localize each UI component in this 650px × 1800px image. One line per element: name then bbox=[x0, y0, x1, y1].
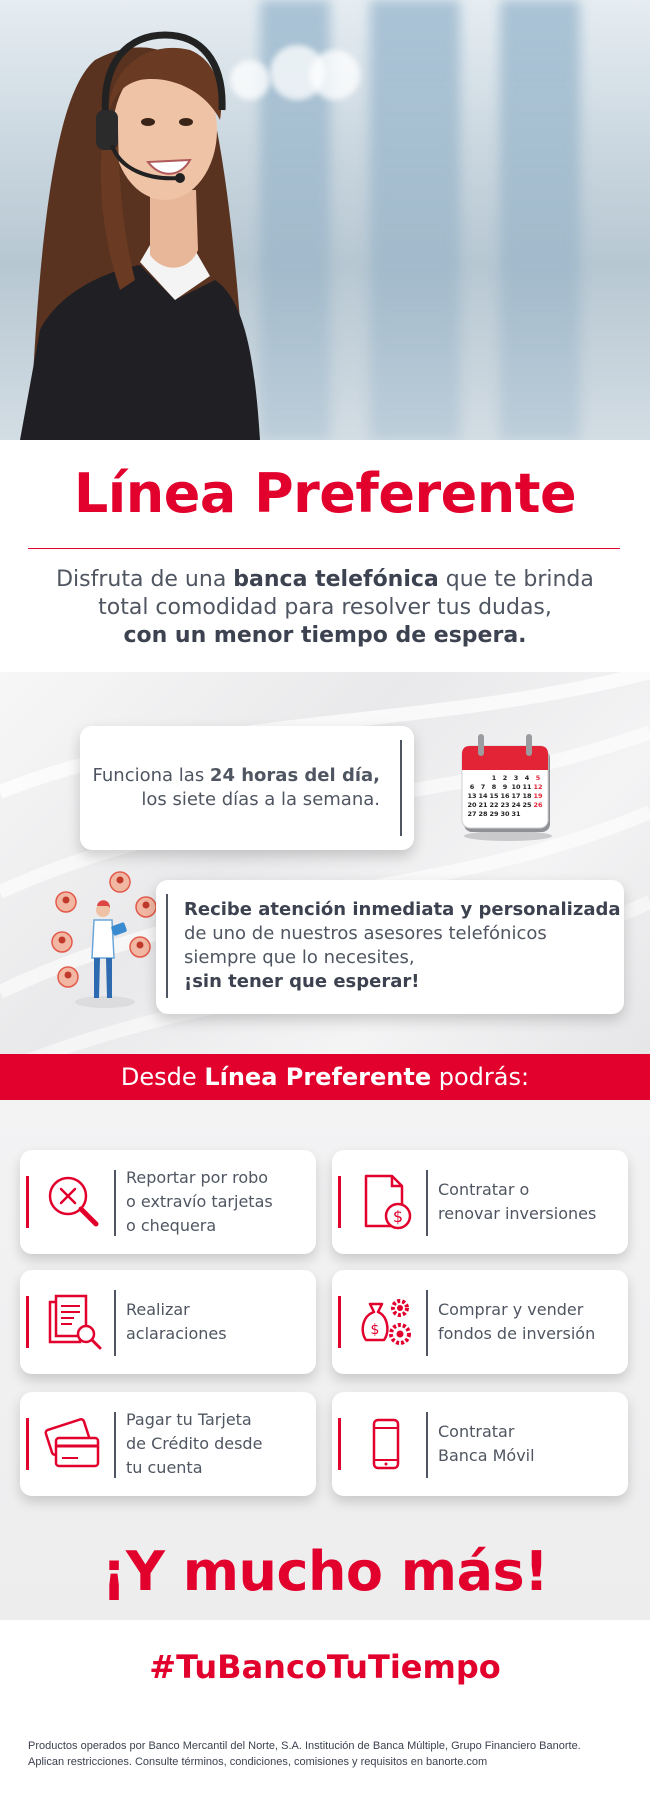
calendar-day: 20 bbox=[467, 801, 477, 809]
card-divider bbox=[114, 1290, 116, 1356]
service-label: Comprar y vender fondos de inversión bbox=[438, 1300, 596, 1343]
calendar-day: 4 bbox=[524, 774, 530, 782]
legal-line1: Productos operados por Banco Mercantil del Norte, S.A. Institución de Banca Múltiple, Grupo Financiero Banorte. bbox=[28, 1740, 581, 1752]
attention-line2: de uno de nuestros asesores telefónicos bbox=[184, 923, 547, 944]
calendar-day: 8 bbox=[491, 783, 497, 791]
calendar-day: 13 bbox=[467, 792, 477, 800]
legal-disclaimer bbox=[28, 1738, 628, 1770]
calendar-day: 6 bbox=[469, 783, 475, 791]
agent-with-headset-icon bbox=[0, 0, 650, 440]
hours-line2: los siete días a la semana. bbox=[141, 789, 380, 810]
accent-bar bbox=[338, 1176, 341, 1228]
attention-line3: siempre que lo necesites, bbox=[184, 947, 415, 968]
calendar-day: 15 bbox=[489, 792, 499, 800]
calendar-icon bbox=[458, 732, 558, 842]
banner-pre: Desde bbox=[120, 1063, 205, 1091]
service-label: Contratar Banca Móvil bbox=[438, 1422, 535, 1465]
accent-bar bbox=[26, 1296, 29, 1348]
svg-text:$: $ bbox=[370, 1322, 380, 1338]
document-dollar-icon bbox=[356, 1172, 416, 1232]
intro-bold1: banca telefónica bbox=[233, 567, 439, 592]
hours-pre: Funciona las bbox=[92, 765, 210, 786]
calendar-day: 16 bbox=[500, 792, 510, 800]
service-card-report[interactable] bbox=[20, 1150, 316, 1254]
attention-card bbox=[156, 880, 624, 1014]
calendar-day: 14 bbox=[478, 792, 488, 800]
service-label: Pagar tu Tarjeta de Crédito desde tu cuenta bbox=[126, 1410, 263, 1477]
card-divider bbox=[114, 1412, 116, 1478]
and-much-more-heading: ¡Y mucho más! bbox=[101, 1540, 549, 1603]
credit-cards-icon bbox=[44, 1414, 104, 1474]
service-card-clarifications[interactable] bbox=[20, 1270, 316, 1374]
calendar-day: 1 bbox=[491, 774, 497, 782]
service-label: Reportar por robo o extravío tarjetas o chequera bbox=[126, 1168, 273, 1235]
card-divider bbox=[426, 1290, 428, 1356]
calendar-day: 30 bbox=[500, 810, 510, 818]
hours-bold: 24 horas del día, bbox=[209, 765, 380, 786]
accent-bar bbox=[26, 1418, 29, 1470]
banner-post: podrás: bbox=[431, 1063, 530, 1091]
banner-bold: Línea Preferente bbox=[204, 1063, 432, 1091]
hero-image bbox=[0, 0, 650, 440]
advisor-illustration-icon bbox=[50, 862, 160, 1012]
calendar-day: 7 bbox=[480, 783, 486, 791]
calendar-day: 29 bbox=[489, 810, 499, 818]
features-section bbox=[0, 672, 650, 1054]
accent-bar bbox=[26, 1176, 29, 1228]
calendar-day: 28 bbox=[478, 810, 488, 818]
calendar-day: 27 bbox=[467, 810, 477, 818]
document-search-icon bbox=[44, 1292, 104, 1352]
hours-card bbox=[80, 726, 414, 850]
calendar-day: 22 bbox=[489, 801, 499, 809]
magnifier-x-icon bbox=[44, 1172, 104, 1232]
service-card-funds[interactable] bbox=[332, 1270, 628, 1374]
calendar-day: 19 bbox=[533, 792, 543, 800]
calendar-day: 9 bbox=[502, 783, 508, 791]
calendar-day: 24 bbox=[511, 801, 521, 809]
calendar-day: 11 bbox=[522, 783, 532, 791]
attention-bold1: Recibe atención inmediata y personalizada bbox=[184, 899, 621, 920]
service-label: Realizar aclaraciones bbox=[126, 1300, 227, 1343]
attention-text bbox=[184, 898, 621, 994]
smartphone-icon bbox=[356, 1414, 416, 1474]
calendar-day: 12 bbox=[533, 783, 543, 791]
calendar-day: 10 bbox=[511, 783, 521, 791]
intro-part1: Disfruta de una bbox=[56, 567, 234, 592]
calendar-day: 26 bbox=[533, 801, 543, 809]
intro-bold2: con un menor tiempo de espera. bbox=[123, 623, 527, 648]
page-title: Línea Preferente bbox=[73, 462, 577, 525]
service-card-investments[interactable] bbox=[332, 1150, 628, 1254]
calendar-day: 18 bbox=[522, 792, 532, 800]
hours-text bbox=[93, 764, 380, 812]
card-divider bbox=[114, 1170, 116, 1236]
legal-line2: Aplican restricciones. Consulte términos, condiciones, comisiones y requisitos en banorte.com bbox=[28, 1756, 488, 1768]
card-divider bbox=[426, 1170, 428, 1236]
intro-text bbox=[40, 566, 610, 650]
calendar-day: 2 bbox=[502, 774, 508, 782]
moneybag-gears-icon bbox=[356, 1292, 416, 1352]
calendar-day: 25 bbox=[522, 801, 532, 809]
calendar-day: 5 bbox=[535, 774, 541, 782]
card-divider bbox=[400, 740, 402, 836]
section-banner bbox=[0, 1054, 650, 1100]
card-divider bbox=[166, 894, 168, 998]
hashtag: #TuBancoTuTiempo bbox=[149, 1648, 501, 1686]
calendar-day: 23 bbox=[500, 801, 510, 809]
calendar-day: 17 bbox=[511, 792, 521, 800]
card-divider bbox=[426, 1412, 428, 1478]
services-section bbox=[0, 1100, 650, 1620]
svg-text:$: $ bbox=[392, 1207, 404, 1226]
intro-part2: que te brinda total comodidad para resolver tus dudas, bbox=[98, 567, 594, 620]
service-card-mobile-banking[interactable] bbox=[332, 1392, 628, 1496]
calendar-day: 31 bbox=[511, 810, 521, 818]
title-divider bbox=[28, 548, 620, 549]
accent-bar bbox=[338, 1418, 341, 1470]
attention-bold2: ¡sin tener que esperar! bbox=[184, 971, 420, 992]
service-label: Contratar o renovar inversiones bbox=[438, 1180, 597, 1223]
service-card-pay-card[interactable] bbox=[20, 1392, 316, 1496]
calendar-day: 3 bbox=[513, 774, 519, 782]
calendar-day: 21 bbox=[478, 801, 488, 809]
accent-bar bbox=[338, 1296, 341, 1348]
